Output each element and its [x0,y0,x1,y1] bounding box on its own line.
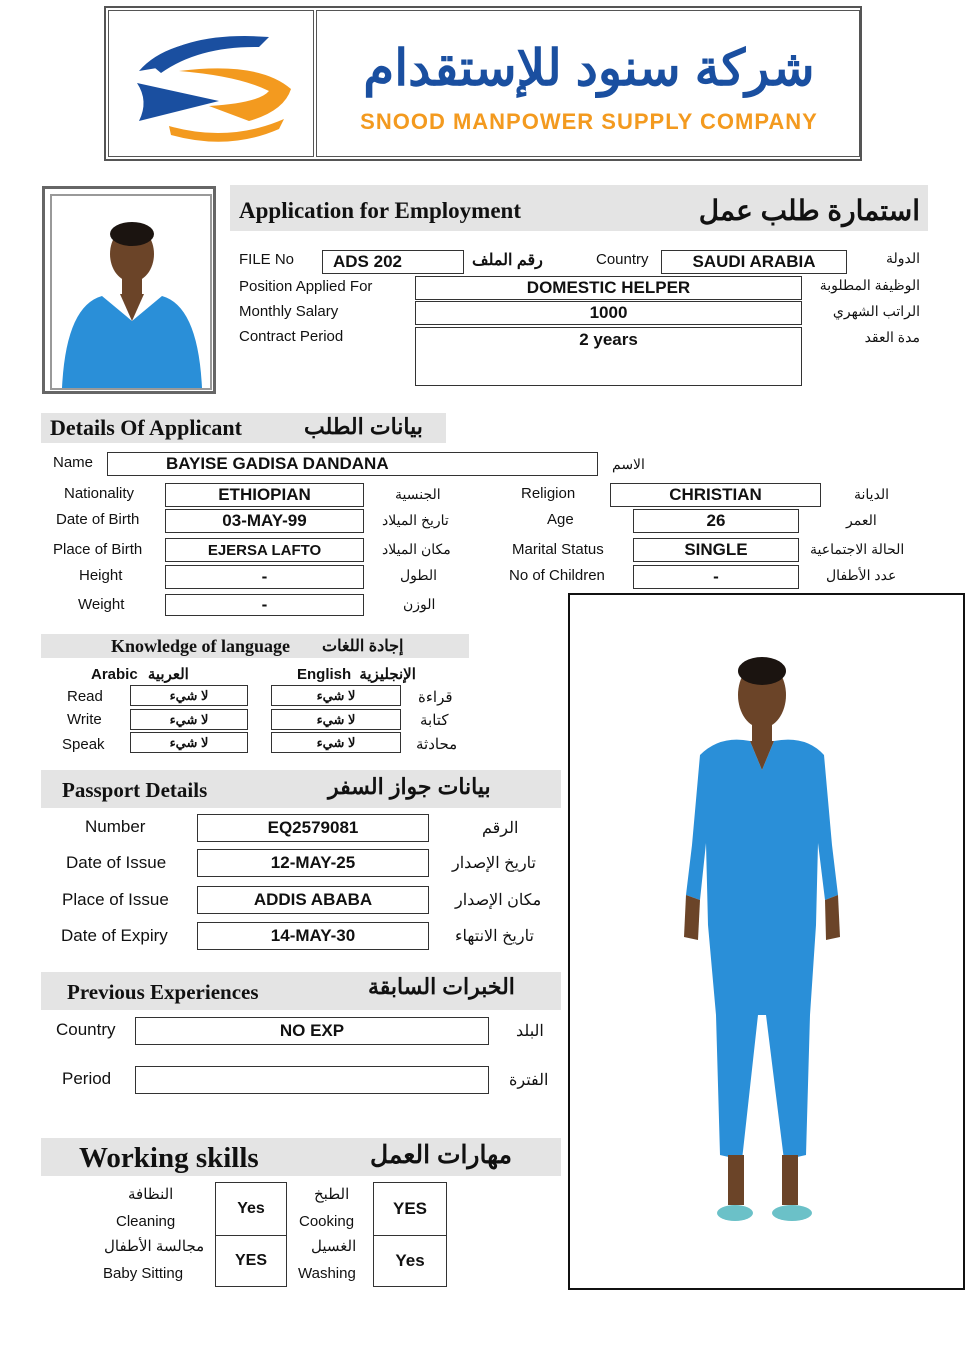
expiry-label-ar: تاريخ الانتهاء [455,928,534,945]
marital-label-ar: الحالة الاجتماعية [810,541,905,557]
height-label: Height [79,567,123,584]
english-column-header: English الإنجليزية [297,666,416,683]
age-label-ar: العمر [846,512,877,528]
company-logo-icon [109,11,313,156]
expiry-value: 14-MAY-30 [197,922,429,950]
pob-label-ar: مكان الميلاد [382,541,451,557]
cooking-value: YES [373,1182,447,1236]
religion-value: CHRISTIAN [610,483,821,507]
header-frame [104,6,862,161]
language-heading-ar: إجادة اللغات [322,638,404,655]
applicant-portrait-photo [42,186,216,394]
passport-number-label: Number [85,817,146,836]
issue-place-label: Place of Issue [62,890,169,909]
age-label: Age [547,511,574,528]
file-no-label-ar: رقم الملف [472,252,543,269]
passport-heading-ar: بيانات جواز السفر [328,774,491,799]
issue-date-label: Date of Issue [66,853,167,872]
exp-country-value: NO EXP [135,1017,489,1045]
salary-value: 1000 [415,301,802,325]
passport-heading-en: Passport Details [62,778,208,802]
children-label: No of Children [509,567,605,584]
salary-label: Monthly Salary [239,303,339,320]
file-no-label: FILE No [239,251,295,268]
nationality-label: Nationality [64,485,135,502]
weight-label: Weight [78,596,125,613]
file-no-value: ADS 202 [322,250,464,274]
issue-place-value: ADDIS ABABA [197,886,429,914]
exp-country-label: Country [56,1020,116,1039]
read-label: Read [67,688,103,705]
exp-period-label: Period [62,1069,112,1088]
contract-label: Contract Period [239,328,344,345]
exp-country-label-ar: البلد [516,1023,544,1040]
passport-number-label-ar: الرقم [482,820,519,837]
title-en: Application for Employment [239,198,521,223]
exp-period-value [135,1066,489,1094]
nationality-label-ar: الجنسية [395,486,441,502]
position-label-ar: الوظيفة المطلوبة [819,277,920,293]
issue-date-value: 12-MAY-25 [197,849,429,877]
nationality-value: ETHIOPIAN [165,483,364,507]
write-label-ar: كتابة [420,712,449,729]
arabic-read-value: لا شيء [130,685,248,706]
weight-value: - [165,594,364,616]
applicant-full-body-photo [568,593,965,1290]
contract-label-ar: مدة العقد [864,329,920,345]
dob-value: 03-MAY-99 [165,509,364,533]
write-label: Write [67,711,102,728]
exp-period-label-ar: الفترة [509,1072,549,1089]
marital-value: SINGLE [633,538,799,562]
arabic-speak-value: لا شيء [130,732,248,753]
children-value: - [633,565,799,589]
washing-label: Washing [298,1265,356,1282]
company-name-ar: شركة سنود للإستقدام [363,40,815,96]
country-value: SAUDI ARABIA [661,250,847,274]
country-label: Country [596,251,649,268]
country-label-ar: الدولة [885,250,920,266]
portrait-figure-icon [52,196,210,388]
salary-label-ar: الراتب الشهري [832,303,920,319]
dob-label-ar: تاريخ الميلاد [382,512,449,528]
height-value: - [165,565,364,589]
language-heading-en: Knowledge of language [111,636,291,656]
name-label: Name [53,454,94,471]
contract-value: 2 years [415,327,802,386]
english-read-value: لا شيء [271,685,401,706]
applicant-heading-ar: بيانات الطلب [304,414,423,439]
children-label-ar: عدد الأطفال [826,567,897,583]
position-label: Position Applied For [239,278,373,295]
age-value: 26 [633,509,799,533]
passport-number-value: EQ2579081 [197,814,429,842]
skills-heading-en: Working skills [79,1142,259,1174]
issue-date-label-ar: تاريخ الإصدار [452,855,537,872]
speak-label: Speak [62,736,105,753]
title-ar: استمارة طلب عمل [698,195,920,226]
cooking-label: Cooking [299,1213,355,1230]
speak-label-ar: محادثة [416,736,458,753]
position-value: DOMESTIC HELPER [415,276,802,300]
baby-label: Baby Sitting [103,1265,184,1282]
name-label-ar: الاسم [612,456,645,472]
religion-label-ar: الديانة [854,486,890,502]
applicant-heading-en: Details Of Applicant [50,415,242,440]
pob-value: EJERSA LAFTO [165,538,364,562]
experience-heading-ar: الخبرات السابقة [368,974,515,999]
company-name-cell [316,10,860,157]
arabic-column-header: Arabic العربية [91,666,189,683]
height-label-ar: الطول [400,567,438,583]
experience-heading-en: Previous Experiences [67,980,259,1004]
read-label-ar: قراءة [418,689,453,706]
expiry-label: Date of Expiry [61,926,168,945]
marital-label: Marital Status [512,541,604,558]
cleaning-value: Yes [215,1182,287,1236]
full-body-figure-icon [570,595,963,1288]
logo-cell [108,10,314,157]
cleaning-label-ar: النظافة [128,1186,174,1203]
washing-value: Yes [373,1235,447,1287]
issue-place-label-ar: مكان الإصدار [455,892,542,909]
english-write-value: لا شيء [271,709,401,730]
cleaning-label: Cleaning [116,1213,176,1230]
skills-heading-ar: مهارات العمل [370,1141,513,1169]
company-name-en: SNOOD MANPOWER SUPPLY COMPANY [360,109,818,134]
washing-label-ar: الغسيل [311,1238,357,1255]
dob-label: Date of Birth [56,511,140,528]
weight-label-ar: الوزن [403,596,436,612]
name-value: BAYISE GADISA DANDANA [107,452,598,476]
baby-label-ar: مجالسة الأطفال [104,1238,205,1255]
religion-label: Religion [521,485,576,502]
pob-label: Place of Birth [53,541,143,558]
arabic-write-value: لا شيء [130,709,248,730]
cooking-label-ar: الطبخ [314,1186,350,1203]
english-speak-value: لا شيء [271,732,401,753]
baby-value: YES [215,1235,287,1287]
